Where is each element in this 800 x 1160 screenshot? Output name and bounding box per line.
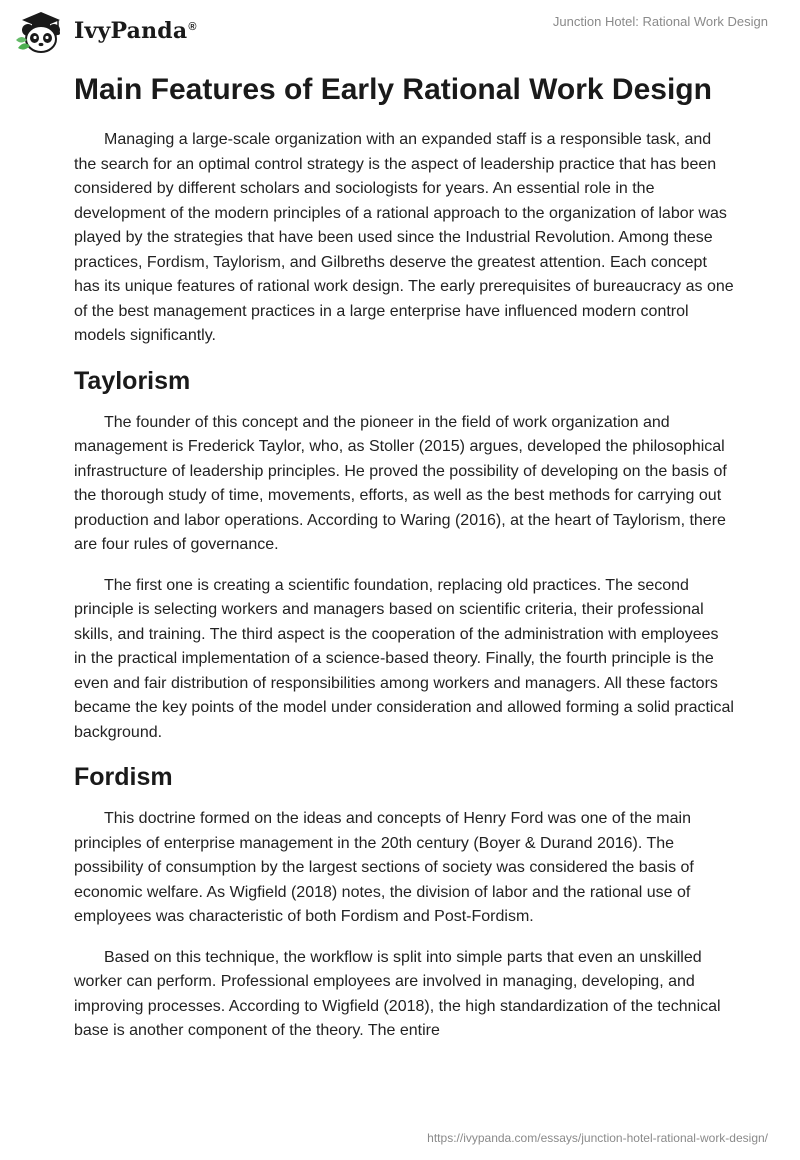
taylorism-paragraph-2: The first one is creating a scientific foundation, replacing old practices. The second principle is selecting workers and managers based on scientific criteria, their professional skills, and training. The third aspect is the cooperation of the administration with employees in the practical implementation of a science-based theory. Finally, the fourth principle is the even and fair distribution of responsibilities among workers and managers. All these factors became the key points of the model under consideration and allowed forming a solid practical background. [74,576,734,741]
source-url[interactable]: https://ivypanda.com/essays/junction-hotel-rational-work-design/ [427,1131,768,1145]
brand-name: IvyPanda® [74,18,197,44]
ivypanda-logo[interactable] [14,8,197,54]
fordism-paragraph-1: This doctrine formed on the ideas and concepts of Henry Ford was one of the main principles of enterprise management in the 20th century (Boyer & Durand 2016). The possibility of consumption by the largest sections of society was considered the basis of economic welfare. As Wigfield (2018) notes, the division of labor and the rational use of employees was characteristic of both Fordism and Post-Fordism. [74,810,694,925]
fordism-paragraph-2: Based on this technique, the workflow is split into simple parts that even an unskilled worker can perform. Professional employees are involved in managing, developing, and improving processes. According to Wigfield (2018), the high standardization of the technical base is another component of the theory. The entire [74,948,721,1039]
section-heading-taylorism: Taylorism [74,366,191,395]
page-header [0,0,800,62]
article-content [74,70,734,1060]
section-heading-fordism: Fordism [74,763,173,791]
page-title: Main Features of Early Rational Work Design [74,73,712,106]
taylorism-paragraph-1: The founder of this concept and the pioneer in the field of work organization and management is Frederick Taylor, who, as Stoller (2015) argues, developed the philosophical infrastructure of leadership principles. He proved the possibility of developing on the basis of the thorough study of time, movements, efforts, as well as the best methods for carrying out production and labor operations. According to Waring (2016), at the heart of Taylorism, there are four rules of governance. [74,413,727,553]
panda-graduate-icon [14,8,68,54]
registered-mark: ® [188,20,197,33]
document-title: Junction Hotel: Rational Work Design [552,14,768,29]
intro-paragraph: Managing a large-scale organization with an expanded staff is a responsible task, and the search for an optimal control strategy is the aspect of leadership practice that has been considered by different scholars and sociologists for years. An essential role in the development of the modern principles of a rational approach to the organization of labor was played by the strategies that have been used since the Industrial Revolution. Among these practices, Fordism, Taylorism, and Gilbreths deserve the greatest attention. Each concept has its unique features of rational work design. The early prerequisites of bureaucracy as one of the best management practices in a large enterprise have influenced modern control models significantly. [74,131,734,344]
